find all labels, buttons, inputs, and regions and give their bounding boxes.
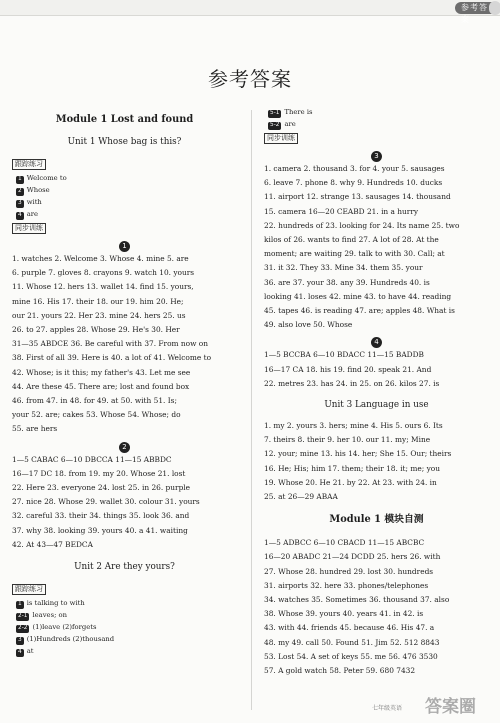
exercise-number: 2 <box>12 441 237 453</box>
answer-line: 25. at 26—29 ABAA <box>264 492 338 502</box>
answer-line: 12. your; mine 13. his 14. her; She 15. Our; theirs <box>264 449 452 459</box>
answer-line: 53. Lost 54. A set of keys 55. me 56. 476 3530 <box>264 651 438 661</box>
answer-line: 34. watches 35. Sometimes 36. thousand 37. also <box>264 595 450 605</box>
answer-line: 16—20 ABADC 21—24 DCDD 25. hers 26. with <box>264 552 441 562</box>
list-item <box>12 172 237 184</box>
answer-block-3 <box>264 162 489 332</box>
item-text: (1)Hundreds (2)thousand <box>26 635 115 644</box>
answer-line: 32. careful 33. their 34. things 35. look 36. and <box>12 511 190 521</box>
item-tag: 3 <box>18 637 22 644</box>
answer-line: 11. airport 12. strange 13. sausages 14. thousand <box>264 192 451 202</box>
answer-line: 6. leave 7. phone 8. why 9. Hundreds 10. ducks <box>264 178 443 188</box>
item-tag: 3 <box>18 200 22 206</box>
item-text: leaves; on <box>32 611 67 620</box>
answer-block-5 <box>264 419 489 504</box>
item-tag: 2-1 <box>18 613 28 620</box>
answer-line: 11. Whose 12. hers 13. wallet 14. find 15. yours, <box>12 282 194 292</box>
item-text: Welcome to <box>26 174 67 182</box>
module-test-heading: Module 1 模块自测 <box>329 514 424 526</box>
item-text: is talking to with <box>26 599 85 608</box>
item-tag: 1 <box>18 601 22 608</box>
answer-line: 49. also love 50. Whose <box>264 320 353 330</box>
right-column <box>264 106 489 678</box>
answer-block-4 <box>264 348 489 391</box>
answer-line: 7. theirs 8. their 9. her 10. our 11. my; Mine <box>264 435 431 445</box>
item-text: at <box>26 647 34 656</box>
exercise-number: 4 <box>264 336 489 348</box>
badge-ornament-icon <box>489 1 500 15</box>
exercise-number: 3 <box>264 150 489 162</box>
answer-line: 31—35 ABDCE 36. Be careful with 37. From now on <box>12 339 208 349</box>
answer-block-6 <box>264 536 489 678</box>
answer-line: 22. metres 23. has 24. in 25. on 26. kilos 27. is <box>264 378 440 388</box>
module-heading: Module 1 Lost and found <box>55 114 194 125</box>
answer-line: 1—5 BCCBA 6—10 BDACC 11—15 BADDB <box>264 350 424 360</box>
item-text: are <box>26 210 39 218</box>
answer-badge: 参考答案 <box>455 2 500 14</box>
answer-line: mine 16. His 17. their 18. our 19. him 20. He; <box>12 296 184 306</box>
exercise-number: 1 <box>12 240 237 252</box>
item-tag: 4 <box>18 649 22 656</box>
answer-block-2 <box>12 453 237 552</box>
answer-line: 42. Whose; is it this; my father's 43. Let me see <box>12 367 191 377</box>
answer-line: 1. watches 2. Welcome 3. Whose 4. mine 5. are <box>12 254 189 263</box>
answer-line: 16—17 DC 18. from 19. my 20. Whose 21. lost <box>12 468 186 478</box>
list-item <box>12 196 237 208</box>
section-label-follow: 跟踪练习 <box>12 159 46 170</box>
answer-line: your 52. are; cakes 53. Whose 54. Whose; do <box>12 410 181 420</box>
answer-line: 48. my 49. call 50. Found 51. Jim 52. 512 8843 <box>264 637 440 647</box>
item-text: (1)leave (2)forgets <box>32 623 97 632</box>
watermark-logo: 答案圈 <box>425 697 476 717</box>
unit-heading: Unit 1 Whose bag is this? <box>67 137 182 147</box>
answer-line: 27. Whose 28. hundred 29. lost 30. hundreds <box>264 566 434 576</box>
list-item <box>12 597 237 609</box>
answer-line: 1. camera 2. thousand 3. for 4. your 5. sausages <box>264 164 445 173</box>
answer-line: 38. Whose 39. yours 40. years 41. in 42. is <box>264 609 424 619</box>
answer-line: 22. hundreds of 23. looking for 24. Its name 25. two <box>264 220 460 230</box>
list-item <box>264 106 489 118</box>
header-rule <box>0 15 500 16</box>
item-text: There is <box>284 108 313 116</box>
answer-line: 31. airports 32. here 33. phones/telephones <box>264 580 429 590</box>
answer-line: 15. camera 16—20 CEABD 21. in a hurry <box>264 206 419 216</box>
item-tag: 5-1 <box>270 110 280 116</box>
list-item <box>12 184 237 196</box>
answer-line: 57. A gold watch 58. Peter 59. 680 7432 <box>264 666 416 676</box>
answer-line: 16—17 CA 18. his 19. find 20. speak 21. And <box>264 364 432 374</box>
answer-line: 55. are hers <box>12 424 58 434</box>
list-item <box>12 609 237 621</box>
answer-line: 44. Are these 45. There are; lost and found box <box>12 381 190 391</box>
item-tag: 2-2 <box>18 625 28 632</box>
answer-line: our 21. yours 22. Her 23. mine 24. hers 25. us <box>12 310 186 320</box>
item-tag: 5-2 <box>270 122 280 128</box>
answer-line: 46. from 47. in 48. for 49. at 50. with 51. Is; <box>12 396 177 406</box>
item-text: with <box>26 198 42 206</box>
page-title: 参考答案 <box>208 67 292 91</box>
answer-line: 27. nice 28. Whose 29. wallet 30. colour 31. yours <box>12 497 200 507</box>
answer-line: 45. tapes 46. is reading 47. are; apples 48. What is <box>264 306 455 316</box>
answer-block-1 <box>12 252 237 437</box>
column-divider <box>251 110 252 710</box>
answer-line: 36. are 37. your 38. any 39. Hundreds 40. is <box>264 277 430 287</box>
item-text: are <box>284 120 296 128</box>
answer-line: 6. purple 7. gloves 8. crayons 9. watch 10. yours <box>12 268 195 278</box>
answer-line: moment; are waiting 29. talk to with 30. Call; at <box>264 249 445 259</box>
item-text: Whose <box>26 186 50 194</box>
unit-heading: Unit 3 Language in use <box>324 400 429 411</box>
left-column <box>12 112 237 657</box>
header-bar <box>0 0 500 16</box>
answer-line: 16. He; His; him 17. them; their 18. it; me; you <box>264 463 440 473</box>
answer-line: looking 41. loses 42. mine 43. to have 44. reading <box>264 291 452 301</box>
answer-line: 1—5 ADBCC 6—10 CBACD 11—15 ABCBC <box>264 538 425 548</box>
answer-line: kilos of 26. wants to find 27. A lot of 28. At the <box>264 235 439 245</box>
answer-line: 42. At 43—47 BEDCA <box>12 539 93 549</box>
answer-line: 22. Here 23. everyone 24. lost 25. in 26. purple <box>12 483 191 493</box>
answer-line: 31. it 32. They 33. Mine 34. them 35. your <box>264 263 423 273</box>
answer-line: 1—5 CABAC 6—10 DBCCA 11—15 ABBDC <box>12 454 172 464</box>
section-label-follow: 跟踪练习 <box>12 584 46 595</box>
answer-line: 19. Whose 20. He 21. by 22. At 23. with 24. in <box>264 477 437 487</box>
section-label-sync: 同步训练 <box>12 223 46 234</box>
answer-line: 26. to 27. apples 28. Whose 29. He's 30. Her <box>12 325 180 335</box>
list-item <box>12 208 237 220</box>
list-item <box>12 621 237 633</box>
list-item <box>12 633 237 645</box>
item-tag: 2 <box>18 188 22 194</box>
list-item <box>12 645 237 657</box>
item-tag: 4 <box>18 212 22 218</box>
section-label-sync: 同步训练 <box>264 133 298 144</box>
list-item <box>264 118 489 130</box>
answer-line: 43. with 44. friends 45. because 46. His 47. a <box>264 623 435 633</box>
item-tag: 1 <box>18 176 22 182</box>
unit-heading: Unit 2 Are they yours? <box>74 562 175 573</box>
answer-line: 37. why 38. looking 39. yours 40. a 41. waiting <box>12 525 188 535</box>
answer-line: 38. First of all 39. Here is 40. a lot of 41. Welcome to <box>12 353 212 363</box>
answer-line: 1. my 2. yours 3. hers; mine 4. His 5. ours 6. Its <box>264 421 443 431</box>
page-footer: 七年级英语 <box>372 705 403 712</box>
